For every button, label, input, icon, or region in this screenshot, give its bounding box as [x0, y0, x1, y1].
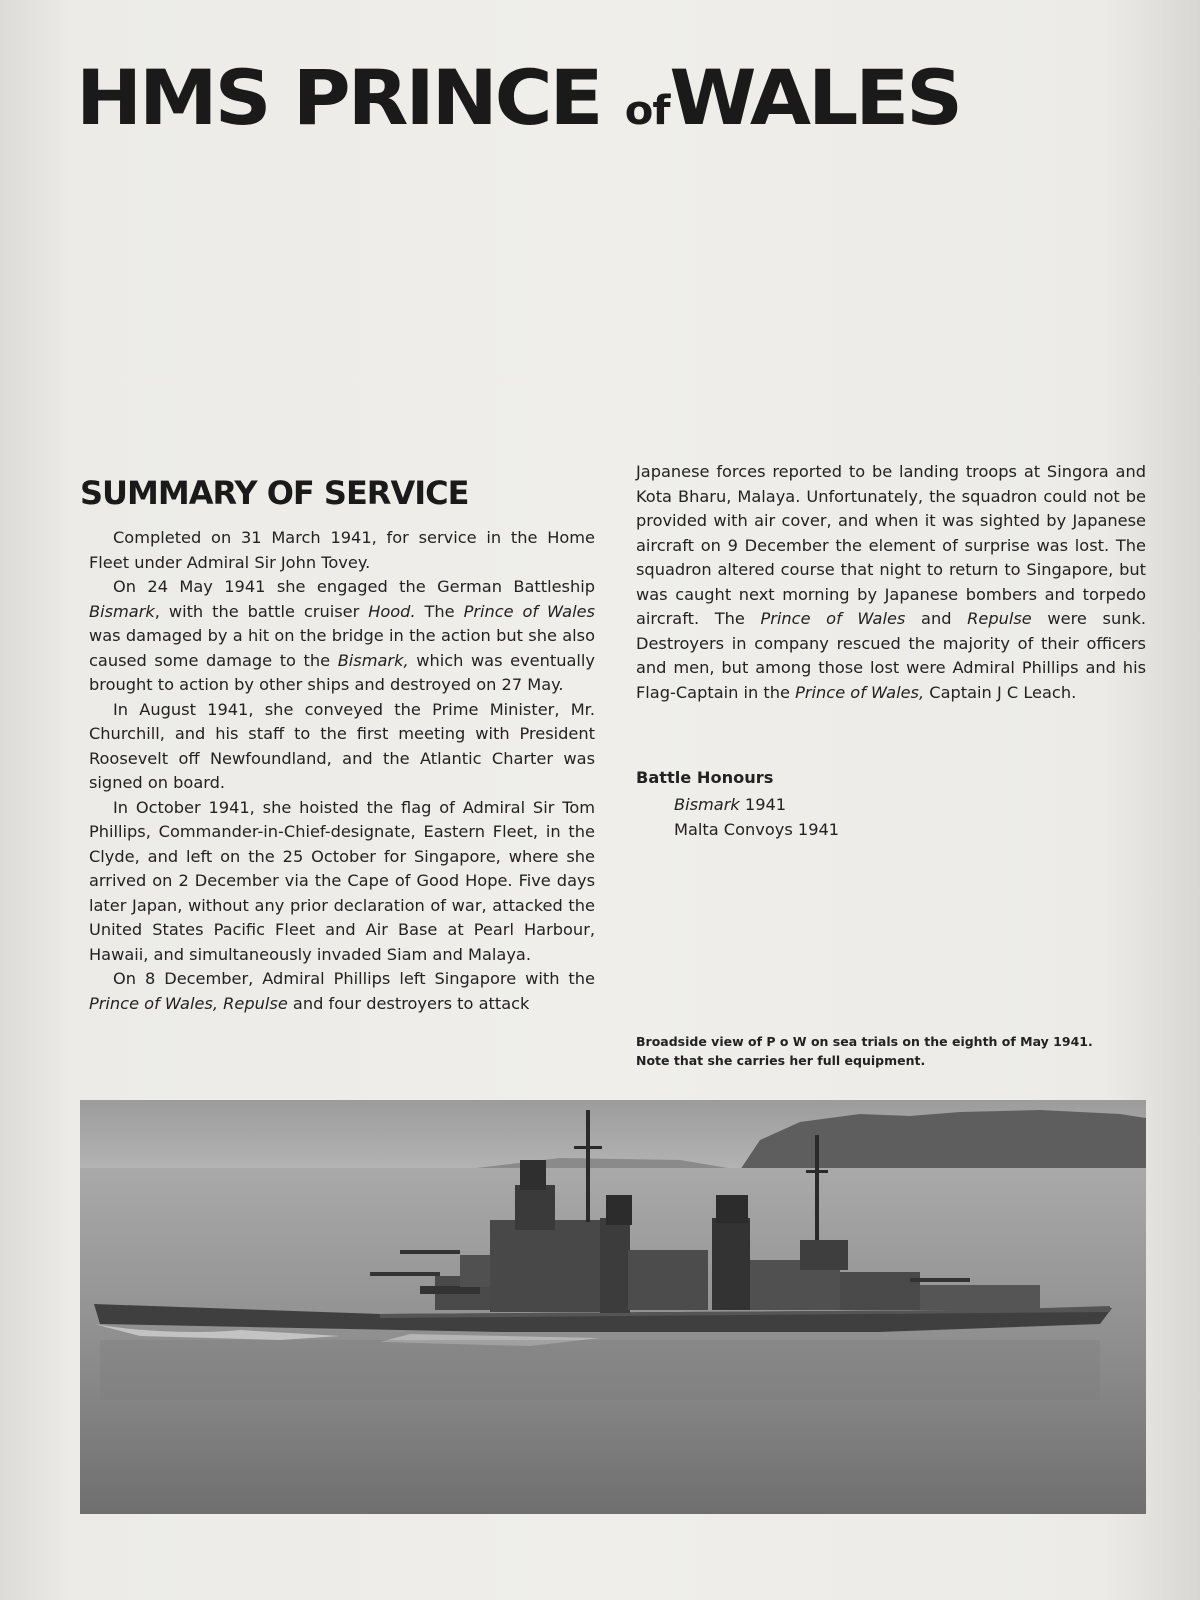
paragraph-1: Completed on 31 March 1941, for service in the Home Fleet under Admiral Sir John Tovey.: [89, 528, 595, 572]
title-part-1: HMS PRINCE: [76, 53, 625, 142]
section-heading: SUMMARY OF SERVICE: [80, 474, 469, 512]
paragraph-5: On 8 December, Admiral Phillips left Singapore with the Prince of Wales, Repulse and four destroyers to attack: [89, 969, 595, 1013]
left-column: [89, 526, 595, 1016]
right-column: [636, 460, 1146, 705]
battleship-illustration: [80, 1100, 1146, 1514]
paragraph-6: Japanese forces reported to be landing troops at Singora and Kota Bharu, Malaya. Unfortunately, the squadron could not be provided with air cover, and when it was sighted by Japanese aircraft on 9 December the element of surprise was lost. The squadron altered course that night to return to Singapore, but was caught next morning by Japanese bombers and torpedo aircraft. The Prince of Wales and Repulse were sunk. Destroyers in company rescued the majority of their officers and men, but among those lost were Admiral Phillips and his Flag-Captain in the Prince of Wales, Captain J C Leach.: [636, 462, 1146, 702]
battle-honour-item: Malta Convoys 1941: [674, 820, 840, 839]
paragraph-3: In August 1941, she conveyed the Prime Minister, Mr. Churchill, and his staff to the first meeting with President Roosevelt off Newfoundland, and the Atlantic Charter was signed on board.: [89, 699, 595, 792]
paragraph-2: On 24 May 1941 she engaged the German Battleship Bismark, with the battle cruiser Hood. The Prince of Wales was damaged by a hit on the bridge in the action but she also caused some damage to the Bismark, which was eventually brought to action by other ships and destroyed on 27 May.: [89, 577, 595, 694]
battleship-photo: [80, 1100, 1146, 1514]
caption-line-2: Note that she carries her full equipment.: [636, 1053, 926, 1068]
battle-honours: [636, 765, 1036, 842]
photo-caption: [636, 1032, 1148, 1070]
battle-honours-title: Battle Honours: [636, 768, 774, 787]
caption-line-1: Broadside view of P o W on sea trials on the eighth of May 1941.: [636, 1034, 1093, 1049]
page-title: [76, 53, 960, 142]
title-part-2: WALES: [669, 53, 960, 142]
title-part-of: of: [624, 88, 670, 134]
battle-honour-item: Bismark 1941: [674, 795, 787, 814]
paragraph-4: In October 1941, she hoisted the flag of Admiral Sir Tom Phillips, Commander-in-Chief-designate, Eastern Fleet, in the Clyde, and left on the 25 October for Singapore, where she arrived on 2 December via the Cape of Good Hope. Five days later Japan, without any prior declaration of war, attacked the United States Pacific Fleet and Air Base at Pearl Harbour, Hawaii, and simultaneously invaded Siam and Malaya.: [89, 797, 595, 964]
